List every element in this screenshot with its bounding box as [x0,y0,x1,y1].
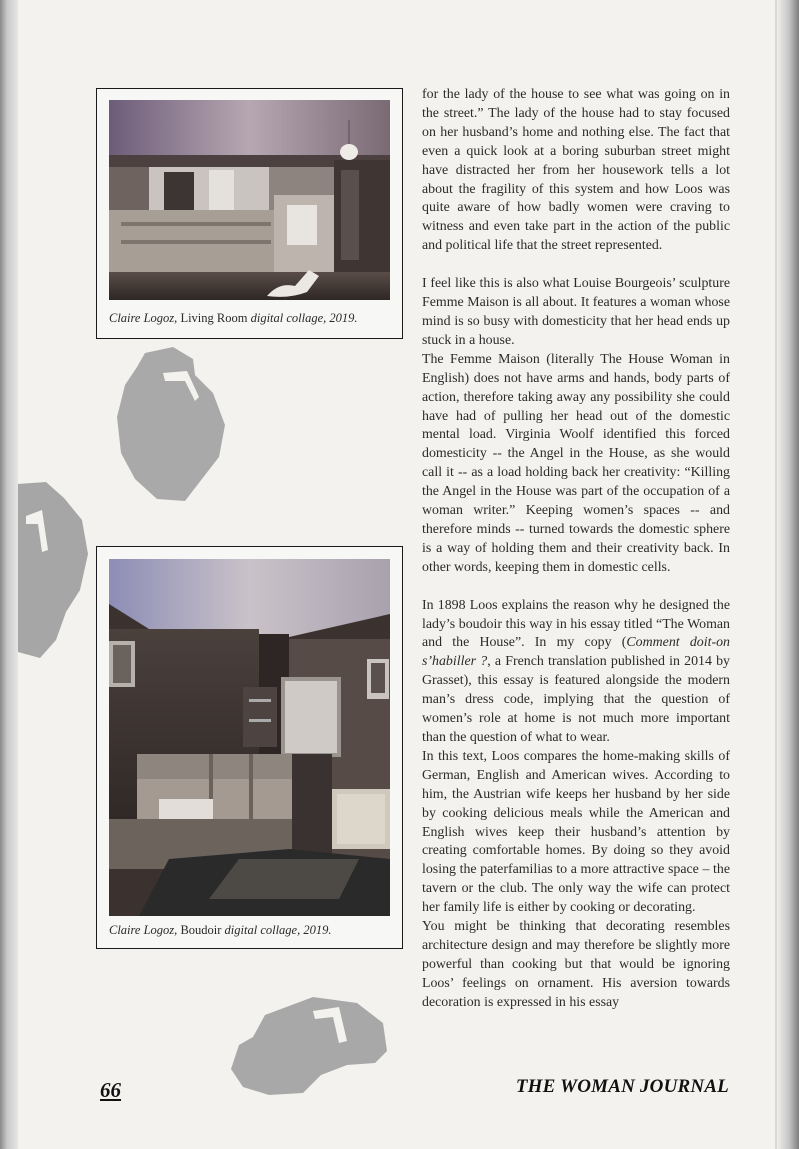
caption-medium: digital collage, 2019. [250,311,358,325]
article-body [422,86,730,1013]
caption-title: Living Room [180,311,248,325]
page-number: 66 [100,1078,121,1102]
living-room-caption [109,311,358,326]
figure-boudoir [96,546,403,949]
caption-author: Claire Logoz, [109,923,178,937]
paragraph-1: for the lady of the house to see what was going on in the street.” The lady of the house had to stay focused on her husband’s home and nothing else. The fact that even a quick look at a boring suburban street might have distracted her from her housework tells a lot about the fragility of this system and how Loos was quite aware of how badly women were craving to witness and even take part in the action of the public and political life that the street represented. [422,87,730,254]
boudoir-image [109,559,390,916]
caption-medium: digital collage, 2019. [224,923,332,937]
journal-title: THE WOMAN JOURNAL [515,1076,729,1097]
gray-blob-3 [225,993,390,1098]
paragraph-4-end: , a French translation published in 2014 by Grasset), this essay is featured alongside the modern man’s dress code, implying that the question of women’s role at home is not much more important than the question of what to wear. [422,654,731,745]
gray-blob-1 [115,345,227,505]
figure-living-room [96,88,403,339]
paragraph-4 [422,597,730,748]
caption-title: Boudoir [180,923,222,937]
living-room-image [109,100,390,300]
book-title: Comment doit-on s’habiller ? [422,635,730,670]
paragraph-5: In this text, Loos compares the home-making skills of German, English and American wives. According to him, the Austrian wife keeps her husband by her side by cooking delicious meals while the American and English wives keep their husband’s attention by creating comfortable homes. By doing so they avoid losing the paterfamilias to a more attractive space – the tavern or the club. The only way the wife can protect her family life is either by cooking or decorating. [422,748,730,916]
paragraph-6: You might be thinking that decorating resembles architecture design and may therefore be slightly more powerful than cooking but that would be ignoring Loos’ feelings on ornament. His aversion towards decoration is expressed in his essay [422,919,730,1010]
paragraph-2: I feel like this is also what Louise Bourgeois’ sculpture Femme Maison is all about. It features a woman whose mind is so busy with domesticity that her head ends up stuck in a house. [422,276,730,348]
boudoir-caption [109,923,331,938]
book-binding-right [777,0,799,1149]
caption-author: Claire Logoz, [109,311,178,325]
gray-blob-2 [18,480,90,660]
book-binding-left [0,0,18,1149]
paragraph-4-start: In 1898 Loos explains the reason why he designed the lady’s boudoir this way in his essay titled “The Woman and the House”. In my copy ( [422,597,730,651]
paragraph-3: The Femme Maison (literally The House Woman in English) does not have arms and hands, body parts of action, therefore taking away any possibility she could have had of pulling her head out of the domestic mental load. Virginia Woolf identified this forced domesticity -- the Angel in the House, as she would call it -- as a load holding back her creativity: “Killing the Angel in the House was part of the occupation of a woman writer.” Keeping women’s spaces -- and therefore minds -- turned towards the domestic sphere is a way of holding them and their creativity back. In other words, keeping them in domestic cells. [422,351,730,575]
